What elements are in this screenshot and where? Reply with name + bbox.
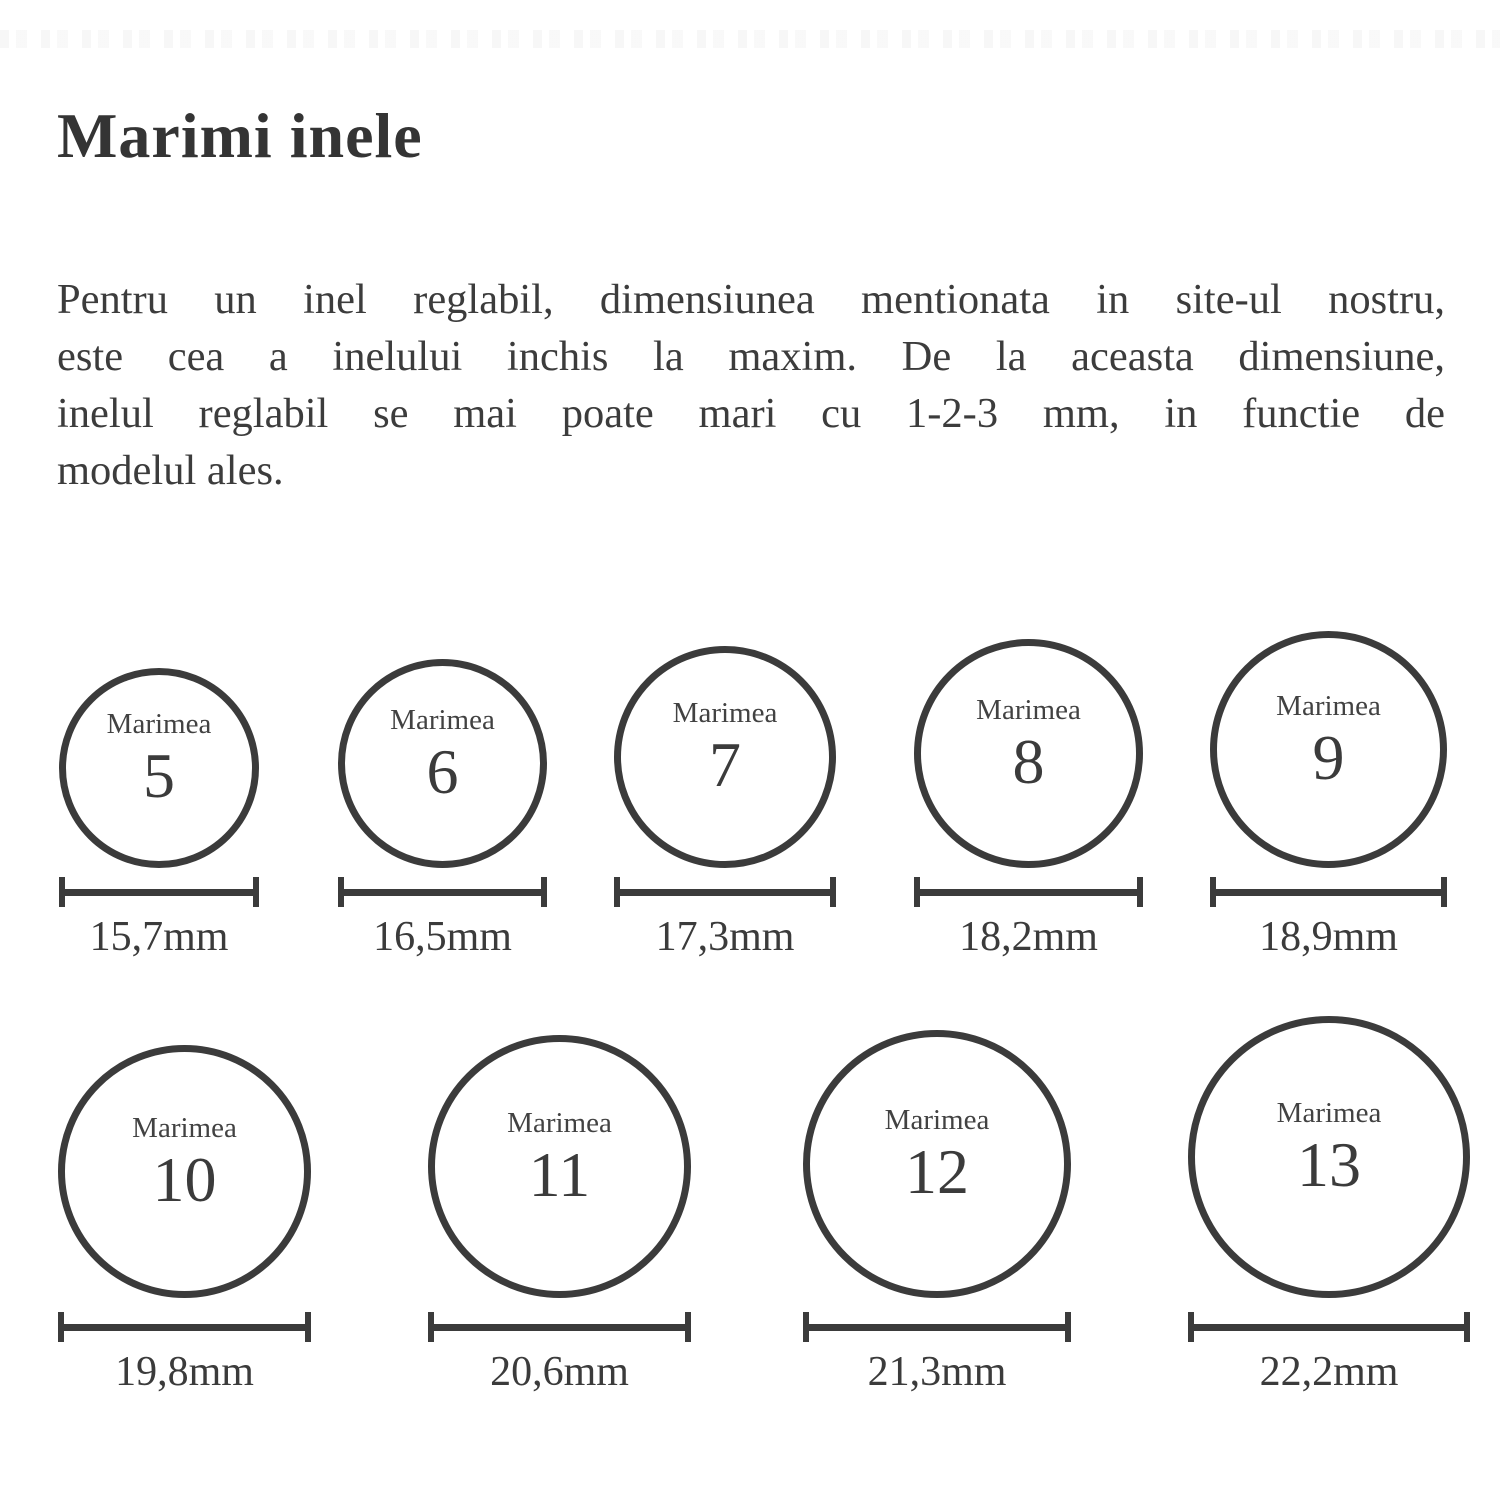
- size-word-label: Marimea: [672, 697, 778, 729]
- dimension-line: [914, 877, 1143, 907]
- ring-figure-10: [58, 1045, 311, 1395]
- dimension-cap-right: [253, 877, 259, 907]
- dimension-bar: [920, 889, 1137, 896]
- ring-circle-11-text: [507, 1106, 612, 1210]
- dimension-line: [428, 1312, 691, 1342]
- intro-line-3: inelul reglabil se mai poate mari cu 1-2-3 mm, in functie de: [57, 390, 1445, 437]
- ring-circle-9: [1210, 631, 1447, 868]
- size-word-label: Marimea: [390, 703, 495, 736]
- ring-figure-7: [614, 646, 836, 960]
- dimension-bar: [64, 1324, 305, 1331]
- dimension-cap-right: [830, 877, 836, 907]
- size-word-label: Marimea: [507, 1106, 612, 1139]
- dimension-cap-right: [541, 877, 547, 907]
- size-word-label: Marimea: [1276, 1097, 1382, 1129]
- dimension-line: [803, 1312, 1071, 1342]
- ring-size-number: 7: [708, 729, 741, 800]
- ring-size-number: 6: [426, 735, 459, 807]
- ring-size-number: 10: [152, 1143, 217, 1215]
- dimension-line: [1188, 1312, 1470, 1342]
- dimension-line: [58, 1312, 311, 1342]
- top-edge-artifact: [0, 30, 1500, 48]
- diameter-label: 17,3mm: [655, 914, 795, 960]
- intro-line-4: modelul ales.: [57, 447, 284, 494]
- size-word-label: Marimea: [884, 1104, 990, 1136]
- size-word-label: Marimea: [106, 708, 212, 740]
- ring-size-number: 13: [1296, 1129, 1361, 1200]
- ring-size-number: 12: [904, 1136, 969, 1207]
- intro-line-2: este cea a inelului inchis la maxim. De la aceasta dimensiune,: [57, 333, 1445, 380]
- ring-circle-10: [58, 1045, 311, 1298]
- dimension-cap-right: [1464, 1312, 1470, 1342]
- page-title: Marimi inele: [57, 100, 423, 171]
- diameter-label: 21,3mm: [867, 1349, 1007, 1395]
- diameter-label: 18,9mm: [1259, 914, 1398, 960]
- ring-circle-7-text: [672, 696, 778, 800]
- diameter-label: 18,2mm: [959, 914, 1098, 960]
- ring-circle-11: [428, 1035, 691, 1298]
- ring-circle-8: [914, 639, 1143, 868]
- dimension-line: [1210, 877, 1447, 907]
- ring-figure-5: [59, 668, 259, 960]
- dimension-bar: [1216, 889, 1441, 896]
- intro-line-1: Pentru un inel reglabil, dimensiunea mentionata in site-ul nostru,: [57, 276, 1445, 323]
- ring-circle-6: [338, 659, 547, 868]
- dimension-cap-right: [305, 1312, 311, 1342]
- dimension-bar: [1194, 1324, 1464, 1331]
- size-word-label: Marimea: [976, 693, 1081, 726]
- diameter-label: 22,2mm: [1259, 1349, 1399, 1395]
- dimension-bar: [65, 889, 253, 896]
- dimension-cap-right: [1065, 1312, 1071, 1342]
- ring-circle-12: [803, 1030, 1071, 1298]
- diameter-label: 15,7mm: [89, 914, 229, 960]
- ring-figure-12: [803, 1030, 1071, 1395]
- size-word-label: Marimea: [1276, 689, 1381, 722]
- ring-circle-10-text: [132, 1111, 237, 1215]
- intro-paragraph: [57, 271, 1445, 499]
- ring-circle-5: [59, 668, 259, 868]
- dimension-bar: [809, 1324, 1065, 1331]
- ring-size-number: 11: [528, 1138, 591, 1210]
- ring-figure-8: [914, 639, 1143, 960]
- ring-figure-6: [338, 659, 547, 960]
- ring-circle-13: [1188, 1016, 1470, 1298]
- ring-circle-7: [614, 646, 836, 868]
- dimension-cap-right: [1137, 877, 1143, 907]
- diameter-label: 16,5mm: [373, 914, 512, 960]
- diameter-label: 19,8mm: [115, 1349, 254, 1395]
- size-word-label: Marimea: [132, 1111, 237, 1144]
- dimension-line: [59, 877, 259, 907]
- dimension-line: [614, 877, 836, 907]
- ring-circle-5-text: [106, 707, 212, 811]
- ring-figure-13: [1188, 1016, 1470, 1395]
- dimension-bar: [620, 889, 830, 896]
- dimension-bar: [434, 1324, 685, 1331]
- ring-circle-8-text: [976, 693, 1081, 797]
- ring-circle-12-text: [884, 1103, 990, 1207]
- dimension-bar: [344, 889, 541, 896]
- dimension-cap-right: [685, 1312, 691, 1342]
- ring-size-number: 9: [1312, 721, 1345, 793]
- ring-size-number: 8: [1012, 725, 1045, 797]
- diameter-label: 20,6mm: [490, 1349, 629, 1395]
- dimension-cap-right: [1441, 877, 1447, 907]
- ring-figure-9: [1210, 631, 1447, 960]
- ring-figure-11: [428, 1035, 691, 1395]
- ring-circle-6-text: [390, 703, 495, 807]
- ring-circle-9-text: [1276, 689, 1381, 793]
- ring-circle-13-text: [1276, 1096, 1382, 1200]
- dimension-line: [338, 877, 547, 907]
- ring-size-number: 5: [142, 740, 175, 811]
